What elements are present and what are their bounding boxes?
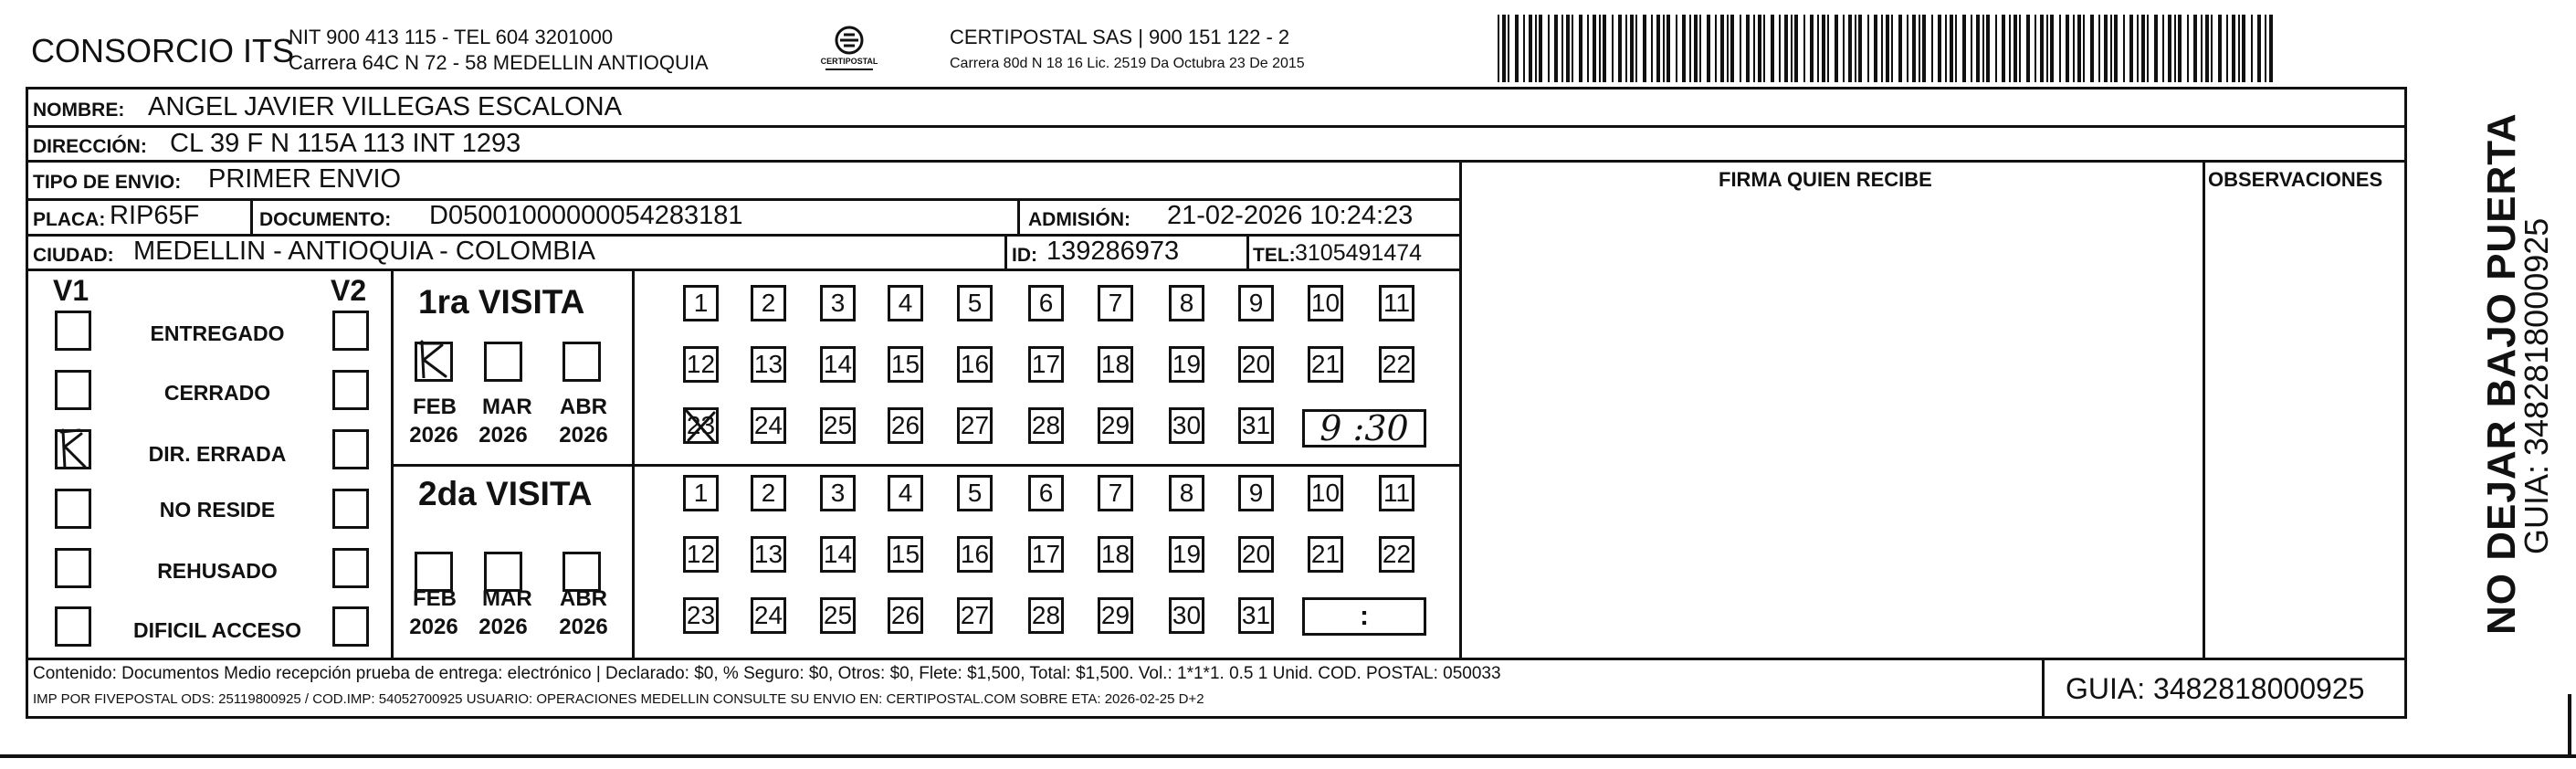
second-visit-day-8[interactable]: 8	[1169, 475, 1204, 511]
barcode-bar	[2137, 15, 2139, 82]
placa-value: RIP65F	[110, 201, 200, 230]
barcode-bar	[1635, 15, 1637, 82]
documento-value: D05001000000054283181	[429, 201, 743, 230]
barcode-bar	[2251, 15, 2253, 82]
barcode-bar	[2090, 15, 2094, 82]
admision-label: ADMISIÓN:	[1028, 209, 1130, 230]
second-visit-day-29[interactable]: 29	[1098, 597, 1133, 634]
barcode-bar	[2162, 15, 2164, 82]
second-month-mar: MAR	[482, 586, 532, 611]
observaciones-header: OBSERVACIONES	[2208, 168, 2383, 191]
barcode-bar	[1982, 15, 1984, 82]
barcode-bar	[1707, 15, 1710, 82]
first-visit-day-23[interactable]: 23	[683, 407, 719, 444]
barcode-bar	[2035, 15, 2036, 82]
first-month-abr: ABR	[560, 395, 607, 419]
first-visit-day-9[interactable]: 9	[1238, 285, 1274, 321]
reason-entregado: ENTREGADO	[150, 321, 285, 345]
barcode-bar	[1898, 15, 1902, 82]
first-visit-day-10[interactable]: 10	[1308, 285, 1343, 321]
second-visit-day-7[interactable]: 7	[1098, 475, 1133, 511]
barcode-bar	[1699, 15, 1701, 82]
barcode-bar	[2009, 15, 2011, 82]
barcode-bar	[2026, 15, 2030, 82]
barcode-bar	[1827, 15, 1829, 82]
second-month-feb: FEB	[413, 586, 457, 611]
footer-contenido: Contenido: Documentos Medio recepción prueba de entrega: electrónico | Declarado: $0, % Seguro: $0, Otros: $0, Flete: $1,500, Total: $1,500. Vol.: 1*1*1. 0.5 1 Unid. COD. POSTAL: 050033	[33, 664, 1501, 683]
second-visit-day-15[interactable]: 15	[888, 536, 923, 573]
first-visit-day-18[interactable]: 18	[1098, 346, 1133, 383]
barcode-bar	[2123, 15, 2125, 82]
first-visit-day-8[interactable]: 8	[1169, 285, 1204, 321]
first-year-feb: 2026	[409, 423, 458, 448]
second-visit-day-16[interactable]: 16	[957, 536, 993, 573]
page-edge	[0, 754, 2576, 758]
handwritten-k-mark-icon	[54, 427, 90, 467]
barcode-bar	[2193, 15, 2197, 82]
barcode-bar	[2073, 15, 2075, 82]
barcode-bar	[1995, 15, 1997, 82]
barcode-bar	[1676, 15, 1677, 82]
first-visit-time-field[interactable]	[1302, 409, 1426, 448]
table-bottom-border	[26, 716, 2407, 719]
barcode-bar	[1858, 15, 1862, 82]
barcode-bar	[2083, 15, 2085, 82]
second-visit-day-9[interactable]: 9	[1238, 475, 1274, 511]
barcode-bar	[1663, 15, 1665, 82]
barcode-bar	[1529, 15, 1532, 82]
barcode-bar	[1955, 15, 1957, 82]
barcode-bar	[1817, 15, 1819, 82]
company-address: Carrera 64C N 72 - 58 MEDELLIN ANTIOQUIA	[289, 51, 709, 74]
admision-value: 21-02-2026 10:24:23	[1167, 201, 1414, 230]
first-visit-day-16[interactable]: 16	[957, 346, 993, 383]
second-visit-day-14[interactable]: 14	[820, 536, 856, 573]
first-visit-day-21[interactable]: 21	[1308, 346, 1343, 383]
barcode-bar	[1763, 15, 1765, 82]
ciudad-value: MEDELLIN - ANTIOQUIA - COLOMBIA	[133, 237, 595, 266]
second-visit-time-value: :	[1360, 601, 1369, 631]
second-visit-day-20[interactable]: 20	[1238, 536, 1274, 573]
barcode-bar	[1566, 15, 1570, 82]
barcode-bar	[2141, 15, 2145, 82]
second-visit-day-30[interactable]: 30	[1169, 597, 1204, 634]
second-visit-day-27[interactable]: 27	[957, 597, 993, 634]
barcode-bar	[1630, 15, 1634, 82]
first-visit-day-17[interactable]: 17	[1028, 346, 1064, 383]
barcode-bar	[2257, 15, 2261, 82]
second-month-abr: ABR	[560, 586, 607, 611]
barcode-bar	[2019, 15, 2021, 82]
carrier-name: CERTIPOSTAL SAS | 900 151 122 - 2	[950, 26, 1290, 48]
second-visit-day-12[interactable]: 12	[683, 536, 719, 573]
barcode-bar	[1502, 15, 1506, 82]
id-value: 139286973	[1046, 237, 1180, 266]
barcode-bar	[2205, 15, 2209, 82]
second-visit-day-10[interactable]: 10	[1308, 475, 1343, 511]
barcode-bar	[1561, 15, 1563, 82]
first-year-abr: 2026	[559, 423, 608, 448]
barcode-bar	[2218, 15, 2222, 82]
first-visit-day-31[interactable]: 31	[1238, 407, 1274, 444]
first-visit-time-value: 9 :30	[1320, 408, 1409, 448]
first-visit-day-22[interactable]: 22	[1379, 346, 1414, 383]
tipo-envio-value: PRIMER ENVIO	[208, 164, 402, 194]
barcode-bar	[2104, 15, 2108, 82]
second-visit-day-11[interactable]: 11	[1379, 475, 1414, 511]
first-visit-day-6[interactable]: 6	[1028, 285, 1064, 321]
first-visit-day-11[interactable]: 11	[1379, 285, 1414, 321]
barcode-bar	[1548, 15, 1550, 82]
barcode-bar	[1667, 15, 1670, 82]
company-name: CONSORCIO ITS	[31, 32, 295, 69]
first-visit-title: 1ra VISITA	[418, 283, 585, 321]
second-visit-day-31[interactable]: 31	[1238, 597, 1274, 634]
barcode-bar	[1720, 15, 1724, 82]
first-visit-day-7[interactable]: 7	[1098, 285, 1133, 321]
barcode-bar	[1612, 15, 1614, 82]
first-visit-day-1[interactable]: 1	[683, 285, 719, 321]
barcode-bar	[1843, 15, 1845, 82]
second-visit-title: 2da VISITA	[418, 475, 593, 512]
side-labels	[2418, 87, 2555, 635]
first-visit-day-29[interactable]: 29	[1098, 407, 1133, 444]
barcode-bar	[1803, 15, 1805, 82]
barcode-bar	[1794, 15, 1798, 82]
first-visit-day-5[interactable]: 5	[957, 285, 993, 321]
barcode-bar	[1694, 15, 1698, 82]
no-dejar-bajo-puerta: NO DEJAR BAJO PUERTA	[2479, 112, 2524, 635]
second-visit-day-21[interactable]: 21	[1308, 536, 1343, 573]
v2-no-reside-checkbox[interactable]	[332, 489, 369, 529]
second-visit-day-5[interactable]: 5	[957, 475, 993, 511]
barcode-bar	[1508, 15, 1509, 82]
table-left-border	[26, 87, 28, 719]
second-year-abr: 2026	[559, 615, 608, 639]
second-visit-day-19[interactable]: 19	[1169, 536, 1204, 573]
ciudad-label: CIUDAD:	[33, 245, 114, 266]
barcode-bar	[1539, 15, 1542, 82]
v1-dir-errada-checkbox[interactable]	[55, 429, 91, 469]
tel-label: TEL:	[1253, 245, 1296, 266]
barcode-bar	[2265, 15, 2266, 82]
second-year-feb: 2026	[409, 615, 458, 639]
barcode-bar	[2110, 15, 2112, 82]
v1-dificil-acceso-checkbox[interactable]	[55, 606, 91, 647]
second-visit-day-28[interactable]: 28	[1028, 597, 1064, 634]
barcode-bar	[1618, 15, 1622, 82]
barcode-bar	[1758, 15, 1761, 82]
direccion-label: DIRECCIÓN:	[33, 136, 147, 157]
barcode-bar	[2013, 15, 2017, 82]
barcode-bar	[1746, 15, 1750, 82]
barcode-bar	[1651, 15, 1653, 82]
v2-rehusado-checkbox[interactable]	[332, 548, 369, 588]
barcode-bar	[1771, 15, 1774, 82]
barcode-bar	[1810, 15, 1814, 82]
barcode-bar	[2269, 15, 2273, 82]
barcode-bar	[2187, 15, 2189, 82]
carrier-license: Carrera 80d N 18 16 Lic. 2519 Da Octubra 23 De 2015	[950, 56, 1305, 71]
barcode-bar	[1740, 15, 1741, 82]
v1-no-reside-checkbox[interactable]	[55, 489, 91, 529]
documento-label: DOCUMENTO:	[259, 209, 392, 230]
barcode-bar	[1874, 15, 1877, 82]
certipostal-logo	[813, 24, 886, 75]
barcode-bar	[1986, 15, 1990, 82]
barcode-bar	[1603, 15, 1606, 82]
barcode-bar	[1881, 15, 1883, 82]
side-guia-number: GUIA: 3482818000925	[2518, 217, 2555, 554]
barcode-bar	[1715, 15, 1717, 82]
first-visit-day-14[interactable]: 14	[820, 346, 856, 383]
barcode-bar	[1572, 15, 1573, 82]
barcode-bar	[2154, 15, 2158, 82]
barcode-bar	[1727, 15, 1729, 82]
firma-header: FIRMA QUIEN RECIBE	[1719, 168, 1932, 191]
barcode-bar	[2201, 15, 2203, 82]
second-visit-day-17[interactable]: 17	[1028, 536, 1064, 573]
first-visit-day-3[interactable]: 3	[820, 285, 856, 321]
reason-rehusado: REHUSADO	[157, 559, 278, 583]
first-visit-day-15[interactable]: 15	[888, 346, 923, 383]
barcode-bar	[2114, 15, 2118, 82]
first-month-mar: MAR	[482, 395, 532, 419]
barcode-bar	[2046, 15, 2048, 82]
barcode-bar	[1907, 15, 1908, 82]
barcode-bar	[1891, 15, 1893, 82]
barcode-bar	[1848, 15, 1852, 82]
tipo-envio-label: TIPO DE ENVIO:	[33, 172, 182, 193]
barcode-bar	[2098, 15, 2100, 82]
reason-cerrado: CERRADO	[163, 381, 271, 405]
barcode-bar	[1689, 15, 1691, 82]
v1-label: V1	[53, 274, 89, 307]
barcode-bar	[1971, 15, 1972, 82]
v1-entregado-checkbox[interactable]	[55, 311, 91, 351]
barcode-bar	[1498, 15, 1499, 82]
first-visit-day-25[interactable]: 25	[820, 407, 856, 444]
page-edge-right	[2568, 694, 2571, 758]
barcode-bar	[1784, 15, 1788, 82]
first-visit-day-26[interactable]: 26	[888, 407, 923, 444]
first-visit-day-12[interactable]: 12	[683, 346, 719, 383]
first-visit-day-24[interactable]: 24	[751, 407, 786, 444]
first-visit-day-2[interactable]: 2	[751, 285, 786, 321]
barcode-bar	[2211, 15, 2213, 82]
second-visit-day-1[interactable]: 1	[683, 475, 719, 511]
barcode-bar	[2238, 15, 2240, 82]
barcode-bar	[2002, 15, 2005, 82]
second-visit-day-24[interactable]: 24	[751, 597, 786, 634]
barcode-bar	[1593, 15, 1596, 82]
barcode-bar	[1579, 15, 1582, 82]
barcode-bar	[1938, 15, 1941, 82]
barcode-bar	[2066, 15, 2069, 82]
first-visit-day-13[interactable]: 13	[751, 346, 786, 383]
id-label: ID:	[1012, 245, 1037, 266]
second-visit-day-18[interactable]: 18	[1098, 536, 1133, 573]
barcode-bar	[1554, 15, 1558, 82]
second-visit-day-3[interactable]: 3	[820, 475, 856, 511]
barcode-bar	[1625, 15, 1627, 82]
barcode-bar	[1822, 15, 1825, 82]
second-visit-day-23[interactable]: 23	[683, 597, 719, 634]
barcode	[1498, 15, 2283, 82]
second-visit-day-2[interactable]: 2	[751, 475, 786, 511]
second-visit-day-26[interactable]: 26	[888, 597, 923, 634]
barcode-bar	[2232, 15, 2235, 82]
barcode-bar	[1835, 15, 1838, 82]
first-visit-abr-box[interactable]	[563, 342, 601, 382]
barcode-bar	[2168, 15, 2171, 82]
barcode-bar	[1587, 15, 1589, 82]
first-visit-day-19[interactable]: 19	[1169, 346, 1204, 383]
v1-rehusado-checkbox[interactable]	[55, 548, 91, 588]
barcode-bar	[2147, 15, 2149, 82]
footer-imp: IMP POR FIVEPOSTAL ODS: 25119800925 / COD.IMP: 54052700925 USUARIO: OPERACIONES MEDELLIN CONSULTE SU ENVIO EN: CERTIPOSTAL.COM SOBRE ETA: 2026-02-25 D+2	[33, 691, 1204, 707]
barcode-bar	[2059, 15, 2061, 82]
v2-dir-errada-checkbox[interactable]	[332, 429, 369, 469]
first-visit-day-4[interactable]: 4	[888, 285, 923, 321]
barcode-bar	[1919, 15, 1920, 82]
v2-cerrado-checkbox[interactable]	[332, 370, 369, 410]
barcode-bar	[1656, 15, 1660, 82]
barcode-bar	[2050, 15, 2054, 82]
barcode-bar	[2129, 15, 2133, 82]
reason-dificil-acceso: DIFICIL ACCESO	[132, 618, 301, 642]
barcode-bar	[1962, 15, 1966, 82]
first-visit-day-28[interactable]: 28	[1028, 407, 1064, 444]
barcode-bar	[2040, 15, 2044, 82]
v1-cerrado-checkbox[interactable]	[55, 370, 91, 410]
barcode-bar	[1730, 15, 1734, 82]
barcode-bar	[1523, 15, 1525, 82]
first-visit-feb-box[interactable]	[415, 342, 453, 382]
tel-value: 3105491474	[1295, 240, 1423, 266]
reason-no-reside: NO RESIDE	[159, 498, 276, 521]
barcode-bar	[1791, 15, 1793, 82]
barcode-bar	[1643, 15, 1646, 82]
second-visit-day-22[interactable]: 22	[1379, 536, 1414, 573]
handwritten-x-mark-icon	[683, 407, 720, 446]
nombre-label: NOMBRE:	[33, 100, 125, 121]
barcode-bar	[1682, 15, 1686, 82]
second-visit-time-field[interactable]	[1302, 597, 1426, 636]
barcode-bar	[1945, 15, 1947, 82]
table-top-border	[26, 87, 2407, 90]
second-visit-day-6[interactable]: 6	[1028, 475, 1064, 511]
barcode-bar	[1950, 15, 1953, 82]
barcode-bar	[1886, 15, 1889, 82]
barcode-bar	[1867, 15, 1869, 82]
barcode-bar	[2174, 15, 2176, 82]
second-visit-day-13[interactable]: 13	[751, 536, 786, 573]
barcode-bar	[1779, 15, 1781, 82]
footer-guia: GUIA: 3482818000925	[2066, 672, 2365, 705]
v2-entregado-checkbox[interactable]	[332, 311, 369, 351]
barcode-bar	[2242, 15, 2245, 82]
barcode-bar	[1931, 15, 1933, 82]
first-visit-day-30[interactable]: 30	[1169, 407, 1204, 444]
barcode-bar	[1515, 15, 1519, 82]
table-right-border	[2404, 87, 2407, 719]
second-year-mar: 2026	[478, 615, 528, 639]
second-visit-day-4[interactable]: 4	[888, 475, 923, 511]
second-visit-day-25[interactable]: 25	[820, 597, 856, 634]
company-nit: NIT 900 413 115 - TEL 604 3201000	[289, 26, 614, 48]
nombre-value: ANGEL JAVIER VILLEGAS ESCALONA	[148, 92, 622, 121]
first-visit-day-20[interactable]: 20	[1238, 346, 1274, 383]
barcode-bar	[1753, 15, 1755, 82]
reason-dir-errada: DIR. ERRADA	[148, 442, 287, 466]
svg-text:CERTIPOSTAL: CERTIPOSTAL	[820, 57, 878, 66]
v2-label: V2	[331, 274, 367, 307]
barcode-bar	[2178, 15, 2182, 82]
placa-label: PLACA:	[33, 209, 106, 230]
barcode-bar	[1599, 15, 1601, 82]
first-visit-day-27[interactable]: 27	[957, 407, 993, 444]
handwritten-k-mark-icon	[415, 338, 453, 378]
direccion-value: CL 39 F N 115A 113 INT 1293	[170, 129, 521, 158]
first-month-feb: FEB	[413, 395, 457, 419]
barcode-bar	[2226, 15, 2228, 82]
barcode-bar	[2077, 15, 2081, 82]
barcode-bar	[1535, 15, 1537, 82]
v2-dificil-acceso-checkbox[interactable]	[332, 606, 369, 647]
barcode-bar	[1855, 15, 1856, 82]
first-year-mar: 2026	[478, 423, 528, 448]
barcode-bar	[1922, 15, 1926, 82]
barcode-bar	[1912, 15, 1916, 82]
barcode-bar	[1976, 15, 1980, 82]
first-visit-mar-box[interactable]	[484, 342, 522, 382]
